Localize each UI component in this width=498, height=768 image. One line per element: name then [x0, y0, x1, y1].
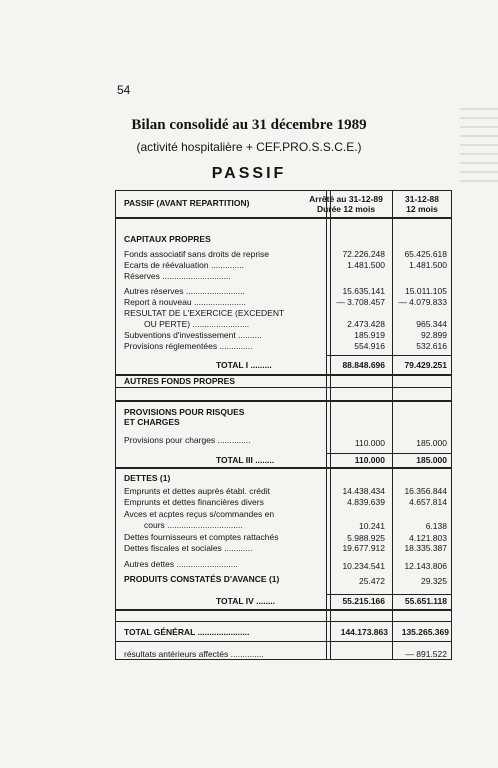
value-1988: 4.121.803: [409, 533, 447, 543]
value-1988: 18.335.387: [404, 543, 447, 553]
row-label: Dettes fiscales et sociales ............: [124, 543, 253, 553]
value-1989: 1.481.500: [347, 260, 385, 270]
row-label: Provisions pour charges ..............: [124, 435, 251, 445]
total-4-1988: 55.651.118: [404, 596, 447, 606]
value-1988: — 4.079.833: [398, 297, 447, 307]
total-3-1988: 185.000: [416, 455, 447, 465]
value-1989: 5.988.925: [347, 533, 385, 543]
total-3-1989: 110.000: [354, 455, 385, 465]
page-title: Bilan consolidé au 31 décembre 1989: [131, 117, 367, 133]
value-1989: 2.473.428: [347, 319, 385, 329]
value-1988: 4.657.814: [409, 497, 447, 507]
total-1-1989: 88.848.696: [342, 360, 385, 370]
row-rule: [326, 355, 451, 356]
total-general-1989: 144.173.863: [340, 627, 388, 637]
row-rule: [116, 387, 451, 388]
header-1989-line2: Durée 12 mois: [316, 204, 376, 214]
row-rule: [116, 621, 451, 622]
row-label: résultats antérieurs affectés ..............: [124, 649, 264, 659]
value-1988: 532.616: [416, 341, 447, 351]
section-capitaux-propres: CAPITAUX PROPRES: [124, 234, 211, 244]
total-1-1988: 79.429.251: [404, 360, 447, 370]
value-1988: 92.899: [421, 330, 447, 340]
total-3-label: TOTAL III ........: [216, 455, 275, 465]
header-1988-line1: 31-12-88: [404, 194, 440, 204]
balance-sheet-table: [115, 190, 452, 660]
page-number: 54: [117, 83, 131, 97]
row-label: cours ................................: [144, 520, 243, 530]
value-1988: 65.425.618: [404, 249, 447, 259]
value-1988: 16.356.844: [404, 486, 447, 496]
row-label: OU PERTE) ........................: [144, 319, 250, 329]
value-1989: 72.226.248: [342, 249, 385, 259]
row-rule: [116, 217, 451, 219]
value-1989: 14.438.434: [342, 486, 385, 496]
value-1989: 15.635.141: [342, 286, 385, 296]
row-label: Subventions d'investissement ..........: [124, 330, 262, 340]
section-provisions-line1: PROVISIONS POUR RISQUES: [124, 407, 245, 417]
row-label: RESULTAT DE L'EXERCICE (EXCEDENT: [124, 308, 285, 318]
section-autres-fonds-propres: AUTRES FONDS PROPRES: [124, 376, 235, 386]
value-1989: 19.677.912: [342, 543, 385, 553]
total-4-label: TOTAL IV ........: [216, 596, 276, 606]
page-subtitle: (activité hospitalière + CEF.PRO.S.S.C.E.): [136, 140, 362, 154]
value-1989: — 3.708.457: [336, 297, 385, 307]
value-1988: 15.011.105: [405, 286, 447, 296]
row-label: Autres dettes ..........................: [124, 559, 238, 569]
row-label: Autres réserves .........................: [124, 286, 245, 296]
row-rule: [116, 467, 451, 469]
column-rule: [326, 191, 327, 659]
row-label: Fonds associatif sans droits de reprise: [124, 249, 270, 259]
total-general-1988: 135.265.369: [401, 627, 449, 637]
total-4-1989: 55.215.166: [342, 596, 385, 606]
row-label: PRODUITS CONSTATÉS D'AVANCE (1): [124, 574, 280, 584]
section-heading: PASSIF: [211, 165, 287, 182]
row-label: Report à nouveau ......................: [124, 297, 246, 307]
value-1989: 25.472: [359, 576, 385, 586]
row-label: Emprunts et dettes financières divers: [124, 497, 264, 507]
header-label: PASSIF (AVANT REPARTITION): [124, 198, 250, 208]
section-dettes: DETTES (1): [124, 473, 171, 483]
value-1989: 10.234.541: [342, 561, 385, 571]
value-1988: 29.325: [421, 576, 447, 586]
value-1989: 4.839.639: [347, 497, 385, 507]
value-1988: 6.138: [425, 521, 447, 531]
row-rule: [116, 400, 451, 402]
value-1988: 1.481.500: [409, 260, 447, 270]
row-rule: [326, 594, 451, 595]
total-1-label: TOTAL I .........: [216, 360, 272, 370]
row-rule: [326, 453, 451, 454]
row-label: Avces et acptes reçus s/commandes en: [124, 509, 275, 519]
value-1988: 185.000: [416, 438, 447, 448]
row-label: Réserves .............................: [124, 271, 231, 281]
value-1988: 12.143.806: [404, 561, 447, 571]
value-1989: 554.916: [354, 341, 385, 351]
header-1989-line1: Arrêté au 31-12-89: [309, 194, 383, 204]
row-rule: [116, 609, 451, 611]
section-provisions-line2: ET CHARGES: [124, 417, 180, 427]
row-label: Ecarts de réévaluation ..............: [124, 260, 245, 270]
row-label: Dettes fournisseurs et comptes rattachés: [124, 532, 279, 542]
row-rule: [116, 641, 451, 642]
value-1989: 185.919: [354, 330, 385, 340]
value-1989: 110.000: [354, 438, 385, 448]
header-1988-line2: 12 mois: [406, 204, 438, 214]
total-general-label: TOTAL GÉNÉRAL ......................: [124, 627, 250, 637]
value-1989: 10.241: [359, 521, 385, 531]
row-label: Provisions réglementées ..............: [124, 341, 253, 351]
row-label: Emprunts et dettes auprès établ. crédit: [124, 486, 270, 496]
value-1988: 965.344: [416, 319, 447, 329]
value-1988: — 891.522: [405, 649, 447, 659]
